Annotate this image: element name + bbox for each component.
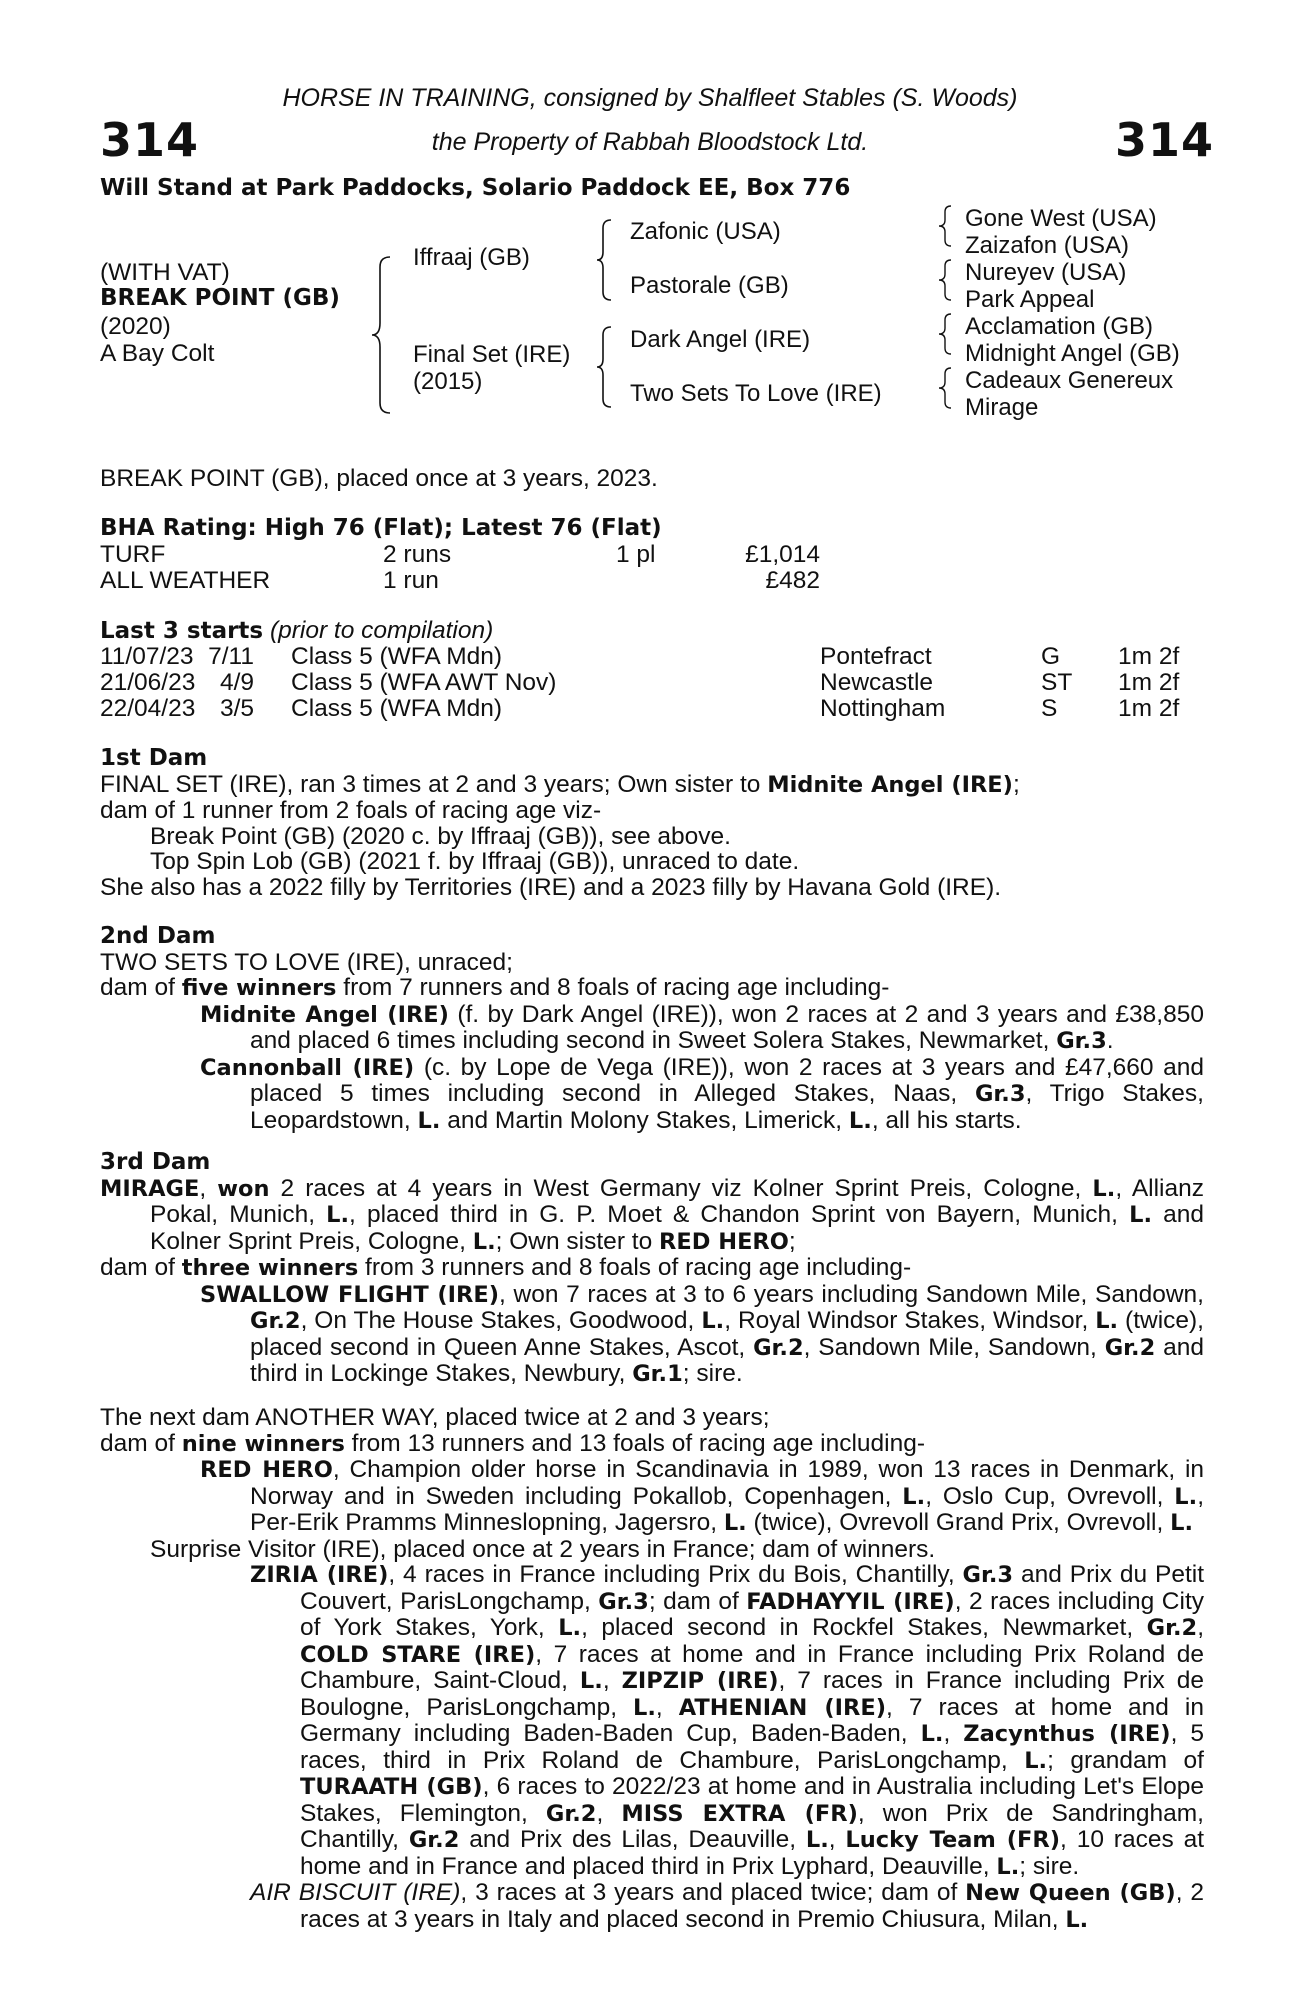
start-course: Pontefract	[820, 643, 932, 670]
produce-break-point: Break Point (GB) (2020 c. by Iffraaj (GB)), see above.	[150, 822, 731, 850]
start-distance: 1m 2f	[1118, 643, 1180, 670]
pedigree-brace-g4-4	[937, 366, 957, 410]
start-course: Nottingham	[820, 695, 946, 722]
produce-swallow-flight: SWALLOW FLIGHT (IRE), won 7 races at 3 to 6 years including Sandown Mile, Sandown, Gr.2, On The House Stakes, Goodwood, L., Royal Windsor Stakes, Windsor, L. (twice), placed second in Queen Anne Stakes, Ascot, Gr.2, Sandown Mile, Sandown, Gr.2 and third in Lockinge Stakes, Newbury, Gr.1; sire.	[200, 1280, 1204, 1387]
start-date: 21/06/23	[100, 669, 196, 696]
pedigree-brace-sire	[595, 218, 617, 302]
lot-number-right: 314	[1115, 113, 1215, 167]
ped-g4-2: Zaizafon (USA)	[965, 232, 1130, 259]
pedigree-brace-g4-2	[937, 258, 957, 302]
ped-g3-3: Dark Angel (IRE)	[630, 326, 811, 353]
pedigree-brace-g4-3	[937, 312, 957, 356]
ped-g4-1: Gone West (USA)	[965, 205, 1157, 232]
third-dam-section	[100, 1150, 1204, 1388]
dam-name: Final Set (IRE)	[413, 341, 571, 368]
horse-name: BREAK POINT (GB)	[100, 285, 340, 311]
surface: TURF	[100, 541, 166, 568]
ped-g4-6: Midnight Angel (GB)	[965, 340, 1180, 367]
lot-number-left: 314	[100, 113, 200, 167]
start-race: Class 5 (WFA AWT Nov)	[291, 669, 557, 696]
ped-g4-7: Cadeaux Genereux	[965, 367, 1174, 394]
ped-g3-1: Zafonic (USA)	[630, 218, 781, 245]
start-going: G	[1041, 643, 1061, 670]
start-position: 4/9	[219, 669, 254, 696]
second-dam-title: 2nd Dam	[100, 923, 216, 949]
ped-g4-5: Acclamation (GB)	[965, 313, 1154, 340]
placed: 1 pl	[616, 541, 656, 568]
ped-g4-4: Park Appeal	[965, 286, 1095, 313]
produce-air-biscuit: AIR BISCUIT (IRE), 3 races at 3 years and placed twice; dam of New Queen (GB), 2 races at 3 years in Italy and placed second in Premio Chiusura, Milan, L.	[250, 1879, 1204, 1933]
produce-midnite-angel: Midnite Angel (IRE) (f. by Dark Angel (IRE)), won 2 races at 2 and 3 years and £38,850 and placed 6 times including second in Sweet Solera Stakes, Newmarket, Gr.3.	[200, 1000, 1204, 1054]
first-dam-section	[100, 746, 1204, 900]
pedigree-brace-dam	[595, 325, 617, 409]
produce-cannonball: Cannonball (IRE) (c. by Lope de Vega (IRE)), won 2 races at 3 years and £47,660 and placed 5 times including second in Alleged Stakes, Naas, Gr.3, Trigo Stakes, Leopardstown, L. and Martin Molony Stakes, Limerick, L., all his starts.	[200, 1053, 1204, 1134]
property-line: the Property of Rabbah Bloodstock Ltd.	[431, 128, 869, 156]
second-dam-section	[100, 924, 1204, 1134]
third-dam-mirage: MIRAGE, won 2 races at 4 years in West Germany viz Kolner Sprint Preis, Cologne, L., Allianz Pokal, Munich, L., placed third in G. P. Moet & Chandon Sprint von Bayern, Munich, L. and Kolner Sprint Preis, Cologne, L.; Own sister to RED HERO;	[100, 1174, 1204, 1255]
last-starts-heading	[100, 618, 493, 645]
consignor-line: HORSE IN TRAINING, consigned by Shalfleet Stables (S. Woods)	[282, 84, 1018, 112]
first-dam-foals-note: She also has a 2022 filly by Territories (IRE) and a 2023 filly by Havana Gold (IRE).	[100, 873, 1002, 901]
first-dam-title: 1st Dam	[100, 745, 208, 771]
runs: 2 runs	[383, 541, 452, 568]
start-going: S	[1041, 695, 1058, 722]
pedigree-brace-g4-1	[937, 204, 957, 248]
last-starts-title: Last 3 starts	[100, 618, 264, 644]
surface: ALL WEATHER	[100, 567, 271, 594]
produce-red-hero: RED HERO, Champion older horse in Scandinavia in 1989, won 13 races in Denmark, in Norway and in Sweden including Pokallob, Copenhagen, L., Oslo Cup, Ovrevoll, L., Per-Erik Pramms Minneslopning, Jagersro, L. (twice), Ovrevoll Grand Prix, Ovrevoll, L.	[200, 1456, 1205, 1536]
earnings: £1,014	[745, 541, 820, 568]
first-dam-produce-intro: dam of 1 runner from 2 foals of racing age viz-	[100, 797, 602, 824]
second-dam-produce-intro: dam of five winners from 7 runners and 8 foals of racing age including-	[100, 974, 890, 1001]
stand-location: Will Stand at Park Paddocks, Solario Paddock EE, Box 776	[100, 175, 851, 201]
dam-year: (2015)	[413, 368, 483, 395]
second-dam-line: TWO SETS TO LOVE (IRE), unraced;	[100, 948, 513, 976]
fourth-dam-line: The next dam ANOTHER WAY, placed twice at 2 and 3 years;	[100, 1404, 770, 1431]
start-race: Class 5 (WFA Mdn)	[291, 643, 503, 670]
start-course: Newcastle	[820, 669, 934, 696]
ped-g3-4: Two Sets To Love (IRE)	[630, 380, 882, 407]
last-starts-note: (prior to compilation)	[269, 617, 494, 644]
horse-description: A Bay Colt	[100, 340, 215, 367]
fourth-dam-produce-intro: dam of nine winners from 13 runners and 13 foals of racing age including-	[100, 1429, 926, 1457]
ped-g4-8: Mirage	[965, 394, 1039, 421]
ped-g4-3: Nureyev (USA)	[965, 259, 1127, 286]
start-distance: 1m 2f	[1118, 669, 1180, 696]
pedigree-brace-main	[370, 255, 400, 415]
start-date: 22/04/23	[100, 695, 196, 722]
start-race: Class 5 (WFA Mdn)	[291, 695, 503, 722]
vat-label: (WITH VAT)	[100, 259, 230, 286]
third-dam-title: 3rd Dam	[100, 1149, 211, 1175]
bha-rating: BHA Rating: High 76 (Flat); Latest 76 (Flat)	[100, 515, 662, 541]
first-dam-line: FINAL SET (IRE), ran 3 times at 2 and 3 years; Own sister to Midnite Angel (IRE);	[100, 770, 1020, 798]
earnings: £482	[765, 567, 820, 594]
ped-g3-2: Pastorale (GB)	[630, 272, 789, 299]
produce-surprise-visitor: Surprise Visitor (IRE), placed once at 2 years in France; dam of winners.	[150, 1535, 936, 1563]
produce-ziria: ZIRIA (IRE), 4 races in France including Prix du Bois, Chantilly, Gr.3 and Prix du Petit Couvert, ParisLongchamp, Gr.3; dam of FADHAYYIL (IRE), 2 races including City of York Stakes, York, L., placed second in Rockfel Stakes, Newmarket, Gr.2, COLD STARE (IRE), 7 races at home and in France including Prix Roland de Chambure, Saint-Cloud, L., ZIPZIP (IRE), 7 races in France including Prix de Boulogne, ParisLongchamp, L., ATHENIAN (IRE), 7 races at home and in Germany including Baden-Baden Cup, Baden-Baden, L., Zacynthus (IRE), 5 races, third in Prix Roland de Chambure, ParisLongchamp, L.; grandam of TURAATH (GB), 6 races to 2022/23 at home and in Australia including Let's Elope Stakes, Flemington, Gr.2, MISS EXTRA (FR), won Prix de Sandringham, Chantilly, Gr.2 and Prix des Lilas, Deauville, L., Lucky Team (FR), 10 races at home and in France and placed third in Prix Lyphard, Deauville, L.; sire.	[250, 1561, 1205, 1880]
third-dam-produce-intro: dam of three winners from 3 runners and 8 foals of racing age including-	[100, 1254, 912, 1281]
start-date: 11/07/23	[100, 643, 194, 670]
produce-top-spin-lob: Top Spin Lob (GB) (2021 f. by Iffraaj (GB)), unraced to date.	[150, 848, 800, 875]
runs: 1 run	[383, 567, 439, 594]
start-going: ST	[1041, 669, 1073, 696]
start-distance: 1m 2f	[1118, 695, 1180, 722]
fourth-dam-section	[100, 1405, 1204, 1933]
start-position: 7/11	[208, 643, 254, 670]
start-position: 3/5	[219, 695, 254, 722]
sire-name: Iffraaj (GB)	[413, 244, 530, 271]
foaling-year: (2020)	[100, 313, 171, 340]
race-summary: BREAK POINT (GB), placed once at 3 years, 2023.	[100, 465, 658, 492]
